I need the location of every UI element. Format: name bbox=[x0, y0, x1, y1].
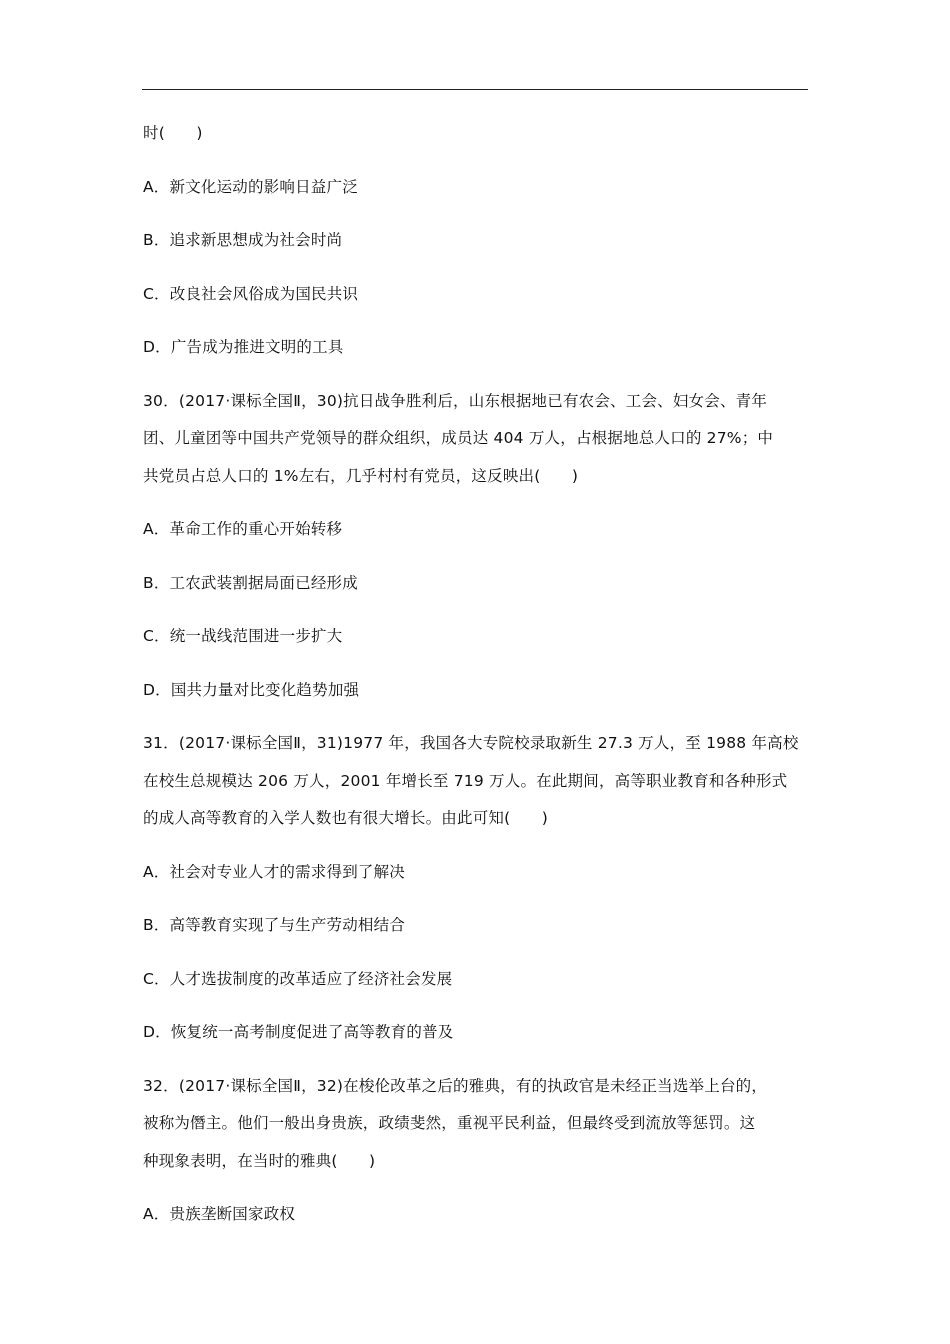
option-a bbox=[143, 859, 809, 886]
question-30 bbox=[143, 388, 809, 490]
option-d bbox=[143, 677, 809, 704]
text-line: C．人才选拔制度的改革适应了经济社会发展 bbox=[143, 969, 453, 988]
text-line: A．新文化运动的影响日益广泛 bbox=[143, 177, 358, 196]
document-body bbox=[143, 120, 809, 1228]
option-b bbox=[143, 912, 809, 939]
text-line: C．改良社会风俗成为国民共识 bbox=[143, 284, 359, 303]
text-line: 的成人高等教育的入学人数也有很大增长。由此可知( ) bbox=[143, 809, 548, 827]
text-line: 团、儿童团等中国共产党领导的群众组织，成员达 404 万人，占根据地总人口的 27%；中 bbox=[143, 429, 774, 447]
text-line: 在校生总规模达 206 万人，2001 年增长至 719 万人。在此期间，高等职业教育和各种形式 bbox=[143, 771, 788, 790]
option-c bbox=[143, 966, 809, 993]
option-b bbox=[143, 570, 809, 597]
question-stem-continued bbox=[143, 120, 809, 147]
text-line: B．追求新思想成为社会时尚 bbox=[143, 231, 343, 249]
option-d bbox=[143, 1019, 809, 1046]
text-line: B．工农武装割据局面已经形成 bbox=[143, 573, 358, 592]
question-31 bbox=[143, 730, 809, 832]
option-a bbox=[143, 516, 809, 543]
text-line: 30．(2017·课标全国Ⅱ，30)抗日战争胜利后，山东根据地已有农会、工会、妇女会、青年 bbox=[143, 391, 768, 410]
text-line: 时( ) bbox=[143, 124, 203, 142]
text-line: 共党员占总人口的 1%左右，几乎村村有党员，这反映出( ) bbox=[143, 466, 579, 485]
text-line: A．贵族垄断国家政权 bbox=[143, 1205, 296, 1223]
text-line: B．高等教育实现了与生产劳动相结合 bbox=[143, 916, 406, 934]
text-line: D．国共力量对比变化趋势加强 bbox=[143, 680, 360, 699]
text-line: D．恢复统一高考制度促进了高等教育的普及 bbox=[143, 1023, 454, 1041]
text-line: 32．(2017·课标全国Ⅱ，32)在梭伦改革之后的雅典，有的执政官是未经正当选举上台的， bbox=[143, 1076, 768, 1095]
option-c bbox=[143, 623, 809, 650]
text-line: A．社会对专业人才的需求得到了解决 bbox=[143, 862, 406, 881]
question-32 bbox=[143, 1073, 809, 1175]
option-b bbox=[143, 227, 809, 254]
text-line: 被称为僭主。他们一般出身贵族，政绩斐然，重视平民利益，但最终受到流放等惩罚。这 bbox=[143, 1114, 756, 1132]
text-line: A．革命工作的重心开始转移 bbox=[143, 520, 343, 538]
option-a bbox=[143, 174, 809, 201]
header-rule bbox=[142, 89, 808, 90]
option-c bbox=[143, 281, 809, 308]
text-line: 种现象表明，在当时的雅典( ) bbox=[143, 1151, 376, 1170]
option-d bbox=[143, 334, 809, 361]
text-line: 31．(2017·课标全国Ⅱ，31)1977 年，我国各大专院校录取新生 27.3 万人，至 1988 年高校 bbox=[143, 734, 799, 752]
text-line: D．广告成为推进文明的工具 bbox=[143, 338, 344, 356]
option-a bbox=[143, 1201, 809, 1228]
text-line: C．统一战线范围进一步扩大 bbox=[143, 627, 343, 645]
